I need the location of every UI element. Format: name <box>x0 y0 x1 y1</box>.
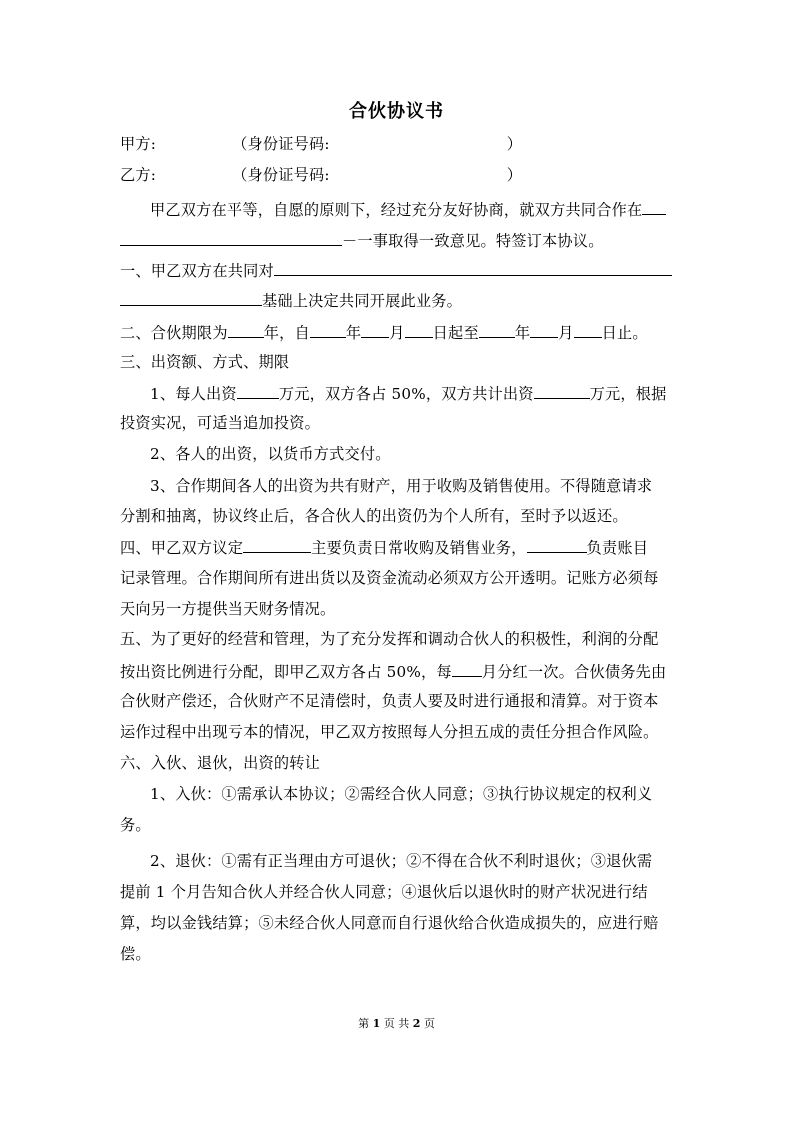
section-3-p3-line-1: 3、合作期间各人的出资为共有财产，用于收购及销售使用。不得随意请求 <box>150 477 653 495</box>
section-6-p2-line-1: 2、退伙：①需有正当理由方可退伙；②不得在合伙不利时退伙；③退伙需 <box>150 852 653 870</box>
section-5-line-1: 五、为了更好的经营和管理，为了充分发挥和调动合伙人的积极性，利润的分配 <box>120 630 659 648</box>
blank-end-year[interactable] <box>479 322 515 338</box>
blank-business-field[interactable] <box>274 260 672 276</box>
blank-start-year[interactable] <box>310 322 346 338</box>
party-b-close: ） <box>506 166 523 184</box>
blank-term-years[interactable] <box>228 322 264 338</box>
party-a-close: ） <box>506 135 523 153</box>
blank-end-day[interactable] <box>574 322 602 338</box>
blank-total-investment[interactable] <box>534 383 590 399</box>
party-b-label: 乙方: <box>120 166 157 184</box>
section-4-line-3: 天向另一方提供当天财务情况。 <box>120 600 336 618</box>
section-3-p3-line-2: 分割和抽离，协议终止后，各合伙人的出资仍为个人所有，至时予以返还。 <box>120 507 628 525</box>
current-page-number: 1 <box>372 1017 381 1030</box>
blank-cooperation-field[interactable] <box>642 199 666 215</box>
section-1-line-1: 一、甲乙双方在共同对 <box>120 260 672 281</box>
section-6-p2-line-4: 偿。 <box>120 945 151 963</box>
section-4-line-2: 记录管理。合作期间所有进出货以及资金流动必须双方公开透明。记账方必须每 <box>120 569 659 587</box>
section-5-line-4: 运作过程中出现亏本的情况，甲乙双方按照每人分担五成的责任分担合作风险。 <box>120 723 659 741</box>
party-a-line <box>120 134 522 154</box>
section-3-p2: 2、各人的出资，以货币方式交付。 <box>150 445 391 463</box>
section-2-term: 二、合伙期限为 年，自 年 月 日起至 年 月 日止。 <box>120 324 648 342</box>
section-3-p1-line-1: 1、每人出资 万元，双方各占 50%，双方共计出资 万元，根据 <box>150 385 667 403</box>
section-4-line-1: 四、甲乙双方议定 主要负责日常收购及销售业务， 负责账目 <box>120 539 649 557</box>
section-6-p1-line-2: 务。 <box>120 816 151 834</box>
total-pages-number: 2 <box>412 1017 421 1030</box>
document-title: 合伙协议书 <box>349 101 444 122</box>
blank-start-month[interactable] <box>361 322 389 338</box>
page-footer: 第 1 页 共 2 页 <box>358 1017 435 1030</box>
blank-each-investment[interactable] <box>237 383 279 399</box>
section-1-line-2: 基础上决定共同开展此业务。 <box>120 290 462 311</box>
party-b-line <box>120 165 522 185</box>
intro-line-1: 甲乙双方在平等，自愿的原则下，经过充分友好协商，就双方共同合作在 <box>150 199 666 220</box>
section-5-line-2: 按出资比例进行分配，即甲乙双方各占 50%，每 月分红一次。合伙债务先由 <box>120 663 667 681</box>
section-6-heading: 六、入伙、退伙，出资的转让 <box>120 754 321 772</box>
blank-cooperation-field-cont[interactable] <box>120 230 342 246</box>
blank-end-month[interactable] <box>530 322 558 338</box>
section-5-line-3: 合伙财产偿还，合伙财产不足清偿时，负责人要及时进行通报和清算。对于资本 <box>120 692 659 710</box>
party-b-id-label: （身份证号码: <box>232 166 330 184</box>
section-3-heading: 三、出资额、方式、期限 <box>120 353 290 371</box>
blank-sales-party[interactable] <box>243 537 311 553</box>
section-6-p1-line-1: 1、入伙：①需承认本协议；②需经合伙人同意；③执行协议规定的权利义 <box>150 785 653 803</box>
section-6-p2-line-2: 提前 1 个月告知合伙人并经合伙人同意；④退伙后以退伙时的财产状况进行结 <box>120 883 648 901</box>
intro-line-2: －一事取得一致意见。特签订本协议。 <box>120 230 604 251</box>
party-a-label: 甲方: <box>120 135 157 153</box>
blank-accounting-party[interactable] <box>527 537 587 553</box>
blank-business-field-cont[interactable] <box>120 290 262 306</box>
section-6-p2-line-3: 算，均以金钱结算；⑤未经合伙人同意而自行退伙给合伙造成损失的，应进行赔 <box>120 914 659 932</box>
blank-start-day[interactable] <box>405 322 433 338</box>
blank-dividend-months[interactable] <box>452 661 482 677</box>
section-3-p1-line-2: 投资实况，可适当追加投资。 <box>120 414 321 432</box>
party-a-id-label: （身份证号码: <box>232 135 330 153</box>
